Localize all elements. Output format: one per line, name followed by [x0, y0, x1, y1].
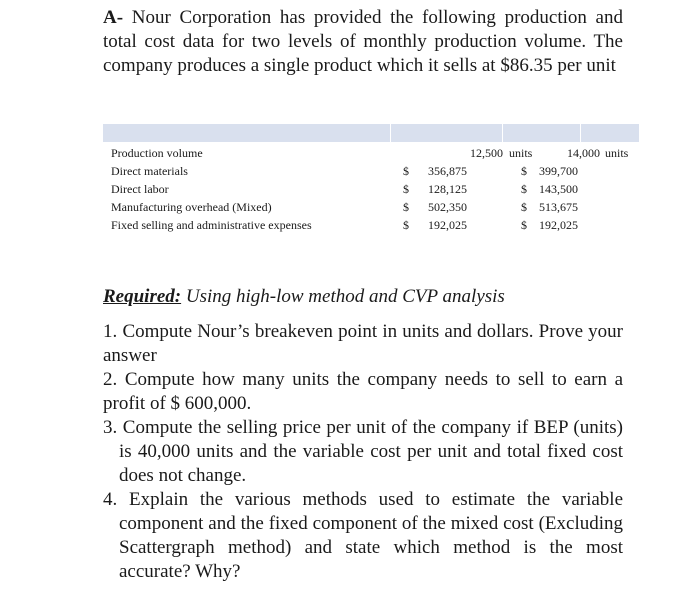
- problem-text: Nour Corporation has provided the following production and total cost data for two levels of monthly production volume. The company produces a single product which it sells at $86.35 per unit: [103, 7, 623, 76]
- cell-value: 128,125: [428, 182, 467, 196]
- currency-symbol: $: [521, 164, 527, 178]
- row-label: Manufacturing overhead (Mixed): [111, 200, 272, 214]
- question-number: 4.: [103, 489, 118, 510]
- cell-value: 513,675: [539, 200, 578, 214]
- row-label: Production volume: [111, 146, 203, 160]
- problem-intro: [103, 6, 623, 78]
- question-text: Explain the various methods used to estimate the variable component and the fixed component of the mixed cost (Excluding Scattergraph method) and state which method is the most accurate? Why?: [119, 489, 624, 582]
- cell-unit: units: [509, 146, 533, 160]
- cell-value: 14,000: [567, 146, 600, 160]
- cell-unit: units: [605, 146, 629, 160]
- question-text: Compute how many units the company needs to sell to earn a profit of $ 600,000.: [103, 369, 624, 414]
- table-row: [103, 216, 639, 234]
- question-item: [103, 320, 623, 368]
- table-row: [103, 162, 639, 180]
- table-row: [103, 180, 639, 198]
- currency-symbol: $: [403, 164, 409, 178]
- question-item: [103, 416, 623, 488]
- question-item: [103, 368, 623, 416]
- table-row: [103, 144, 639, 162]
- cell-value: 192,025: [539, 218, 578, 232]
- question-item: [103, 488, 623, 584]
- cell-value: 502,350: [428, 200, 467, 214]
- row-label: Fixed selling and administrative expenses: [111, 218, 312, 232]
- currency-symbol: $: [403, 218, 409, 232]
- question-text: Compute the selling price per unit of the company if BEP (units) is 40,000 units and the variable cost per unit and total fixed cost does not change.: [119, 417, 623, 486]
- question-text: Compute Nour’s breakeven point in units and dollars. Prove your answer: [103, 321, 623, 366]
- problem-label: A-: [103, 7, 124, 28]
- question-number: 1.: [103, 321, 118, 342]
- cost-data-table: [103, 124, 639, 238]
- required-heading: Required:: [103, 286, 182, 307]
- required-line: [103, 285, 505, 309]
- cell-value: 143,500: [539, 182, 578, 196]
- table-row: [103, 198, 639, 216]
- question-number: 3.: [103, 417, 118, 438]
- currency-symbol: $: [521, 182, 527, 196]
- question-list: [103, 320, 623, 584]
- table-header-band: [103, 124, 639, 142]
- question-number: 2.: [103, 369, 118, 390]
- cell-value: 356,875: [428, 164, 467, 178]
- required-text: Using high-low method and CVP analysis: [185, 286, 505, 307]
- cell-value: 192,025: [428, 218, 467, 232]
- row-label: Direct materials: [111, 164, 188, 178]
- cell-value: 399,700: [539, 164, 578, 178]
- cell-value: 12,500: [470, 146, 503, 160]
- currency-symbol: $: [403, 200, 409, 214]
- currency-symbol: $: [521, 218, 527, 232]
- currency-symbol: $: [521, 200, 527, 214]
- currency-symbol: $: [403, 182, 409, 196]
- row-label: Direct labor: [111, 182, 169, 196]
